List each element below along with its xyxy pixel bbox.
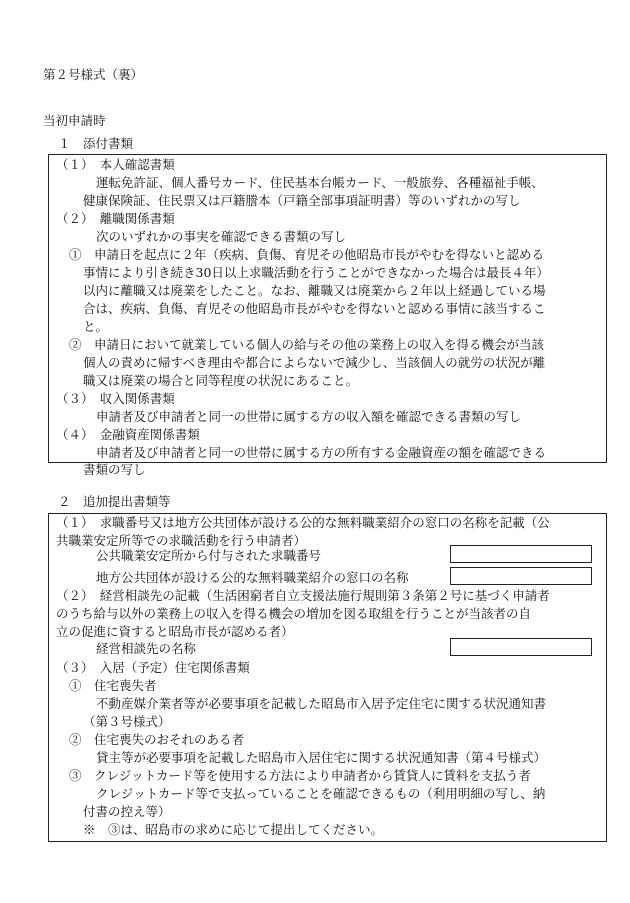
job-number-label: 公共職業安定所から付与された求職番号 [96,548,322,563]
form-title: 第２号様式（裏） [43,67,144,82]
s2-item3-option-c-text: クレジットカード等で支払っていることを確認できるもの（利用明細の写し、納 [96,786,546,801]
s1-item3-heading: （３） 収入関係書類 [56,391,175,406]
s2-heading: ２ 追加提出書類等 [58,494,171,509]
s1-item1-text: 健康保険証、住民票又は戸籍謄本（戸籍全部事項証明書）等のいずれかの写し [83,193,521,208]
s1-item2-heading: （２） 離職関係書類 [56,211,175,226]
s1-item2-text: 次のいずれかの事実を確認できる書類の写し [96,229,347,244]
s1-item4-heading: （４） 金融資産関係書類 [56,427,200,442]
s1-item2-option-a: ① 申請日を起点に２年（疾病、負傷、育児その他昭島市長がやむを得ないと認める [69,247,545,262]
s1-item1-text: 運転免許証、個人番号カード、住民基本台帳カード、一般旅券、各種福祉手帳、 [96,175,544,190]
s2-item3-option-a: ① 住宅喪失者 [69,678,157,693]
s2-item1-text: （１） 求職番号又は地方公共団体が設ける公的な無料職業紹介の窓口の名称を記載（公 [56,515,550,530]
s1-item2-option-a: 合は、疾病、負傷、育児その他昭島市長がやむを得ないと認める事情に該当するこ [83,301,546,316]
s1-heading: １ 添付書類 [58,136,134,151]
s1-item2-option-b: 個人の責めに帰すべき理由や都合によらないで減少し、当該個人の就労の状況が離 [83,355,546,370]
s1-item2-option-b: 職又は廃業の場合と同等程度の状況にあること。 [83,373,359,388]
section-title: 当初申請時 [43,113,106,128]
s2-note: ※ ③は、昭島市の求めに応じて提出してください。 [83,822,384,837]
s1-item2-option-a: 以内に離職又は廃業をしたこと。なお、離職又は廃業から２年以上経過している場 [83,283,546,298]
s2-item3-option-b-text: 貸主等が必要事項を記載した昭島市入居住宅に関する状況通知書（第４号様式） [96,750,547,765]
s2-item3-option-a-text: 不動産媒介業者等が必要事項を記載した昭島市入居予定住宅に関する状況通知書 [96,696,547,711]
s2-item2-text: （２） 経営相談先の記載（生活困窮者自立支援法施行規則第３条第２号に基づく申請者 [56,588,550,603]
s1-item2-option-b: ② 申請日において就業している個人の給与その他の業務上の収入を得る機会が当該 [69,337,545,352]
s2-item2-text: のうち給与以外の業務上の収入を得る機会の増加を図る取組を行うことが当該者の自 [56,606,532,621]
job-number-field[interactable] [450,545,592,563]
s1-item1-heading: （１） 本人確認書類 [56,157,175,172]
s1-item3-text: 申請者及び申請者と同一の世帯に属する方の収入額を確認できる書類の写し [96,409,522,424]
s1-item2-option-a: 事情により引き続き30日以上求職活動を行うことができなかった場合は最長４年） [83,265,549,280]
job-placement-office-field[interactable] [450,567,592,585]
s2-item3-option-b: ② 住宅喪失のおそれのある者 [69,732,245,747]
s1-item4-text: 書類の写し [83,462,146,477]
s2-item1-text: 共職業安定所等での求職活動を行う申請者） [56,533,307,548]
job-placement-office-label: 地方公共団体が設ける公的な無料職業紹介の窓口の名称 [96,570,409,585]
s1-item4-text: 申請者及び申請者と同一の世帯に属する方の所有する金融資産の額を確認できる [96,445,547,460]
s2-item3-option-a-text: （第３号様式） [83,714,171,729]
consultation-name-label: 経営相談先の名称 [96,641,197,656]
consultation-name-field[interactable] [450,638,592,656]
s1-item2-option-a: と。 [83,319,109,334]
s2-item3-option-c: ③ クレジットカード等を使用する方法により申請者から賃貸人に賃料を支払う者 [69,768,531,783]
s2-item3-option-c-text: 付書の控え等） [83,804,171,819]
s2-item3-heading: （３） 入居（予定）住宅関係書類 [56,660,250,675]
s2-item2-text: 立の促進に資すると昭島市長が認める者） [56,624,294,639]
